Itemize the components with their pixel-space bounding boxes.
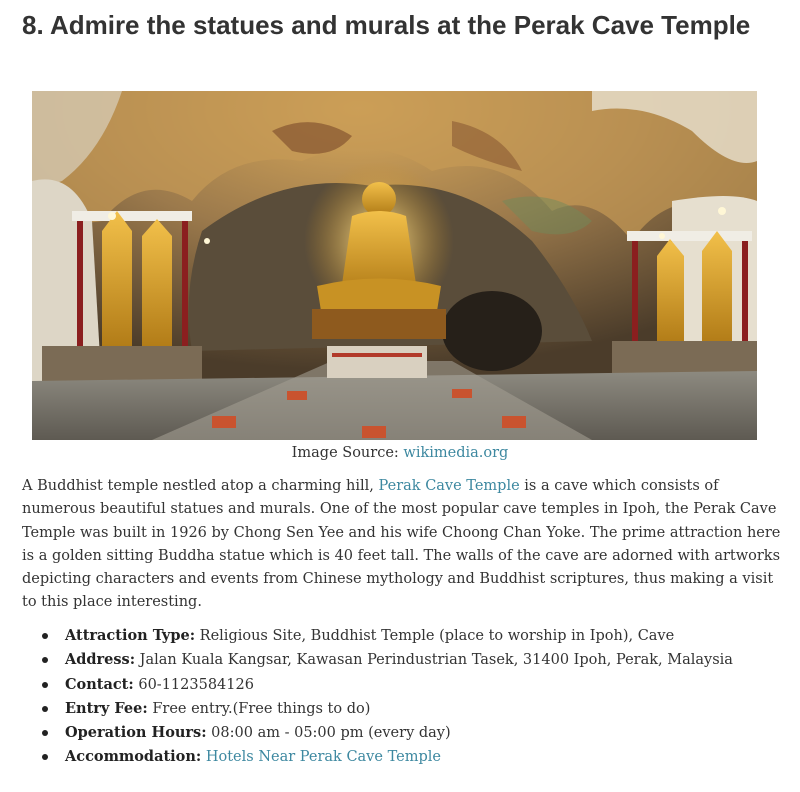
perak-cave-temple-link[interactable]: Perak Cave Temple <box>378 478 520 494</box>
detail-value: Jalan Kuala Kangsar, Kawasan Perindustrian Tasek, 31400 Ipoh, Perak, Malaysia <box>135 652 733 669</box>
detail-label: Operation Hours: <box>65 724 207 742</box>
detail-label: Contact: <box>65 675 134 693</box>
detail-label: Accommodation: <box>65 748 202 766</box>
temple-photo-illustration <box>32 91 757 440</box>
temple-photo <box>32 91 757 440</box>
detail-label: Address: <box>65 651 136 669</box>
detail-value: Free entry.(Free things to do) <box>147 700 371 717</box>
detail-value: 08:00 am - 05:00 pm (every day) <box>206 725 451 742</box>
image-source-link[interactable]: wikimedia.org <box>403 445 509 461</box>
hotels-near-link[interactable]: Hotels Near Perak Cave Temple <box>205 749 441 766</box>
section-heading: 8. Admire the statues and murals at the Perak Cave Temple <box>22 10 751 40</box>
image-caption <box>0 443 800 463</box>
description-text-end: is a cave which consists of numerous beautiful statues and murals. One of the most popular cave temples in Ipoh, the Perak Cave Temple was built in 1926 by Chong Sen Yee and his wife Choong Chan Yoke. The prime attraction here is a golden sitting Buddha statue which is 40 feet tall. The walls of the cave are adorned with artworks depicting characters and events from Chinese mythology and Buddhist scriptures, thus making a visit to this place interesting. <box>22 478 781 611</box>
description-paragraph <box>22 475 782 615</box>
list-item <box>22 721 782 745</box>
list-item <box>22 745 782 769</box>
list-item <box>22 624 782 648</box>
detail-label: Entry Fee: <box>65 699 148 717</box>
detail-label: Attraction Type: <box>65 627 196 644</box>
caption-prefix: Image Source: <box>291 445 404 461</box>
list-item <box>22 648 782 672</box>
detail-value: Religious Site, Buddhist Temple (place to worship in Ipoh), Cave <box>195 628 675 644</box>
detail-value: 60-1123584126 <box>133 676 254 693</box>
description-text-start: A Buddhist temple nestled atop a charming hill, <box>22 478 379 494</box>
list-item <box>22 697 782 721</box>
attraction-details-list <box>22 624 782 770</box>
list-item <box>22 673 782 697</box>
